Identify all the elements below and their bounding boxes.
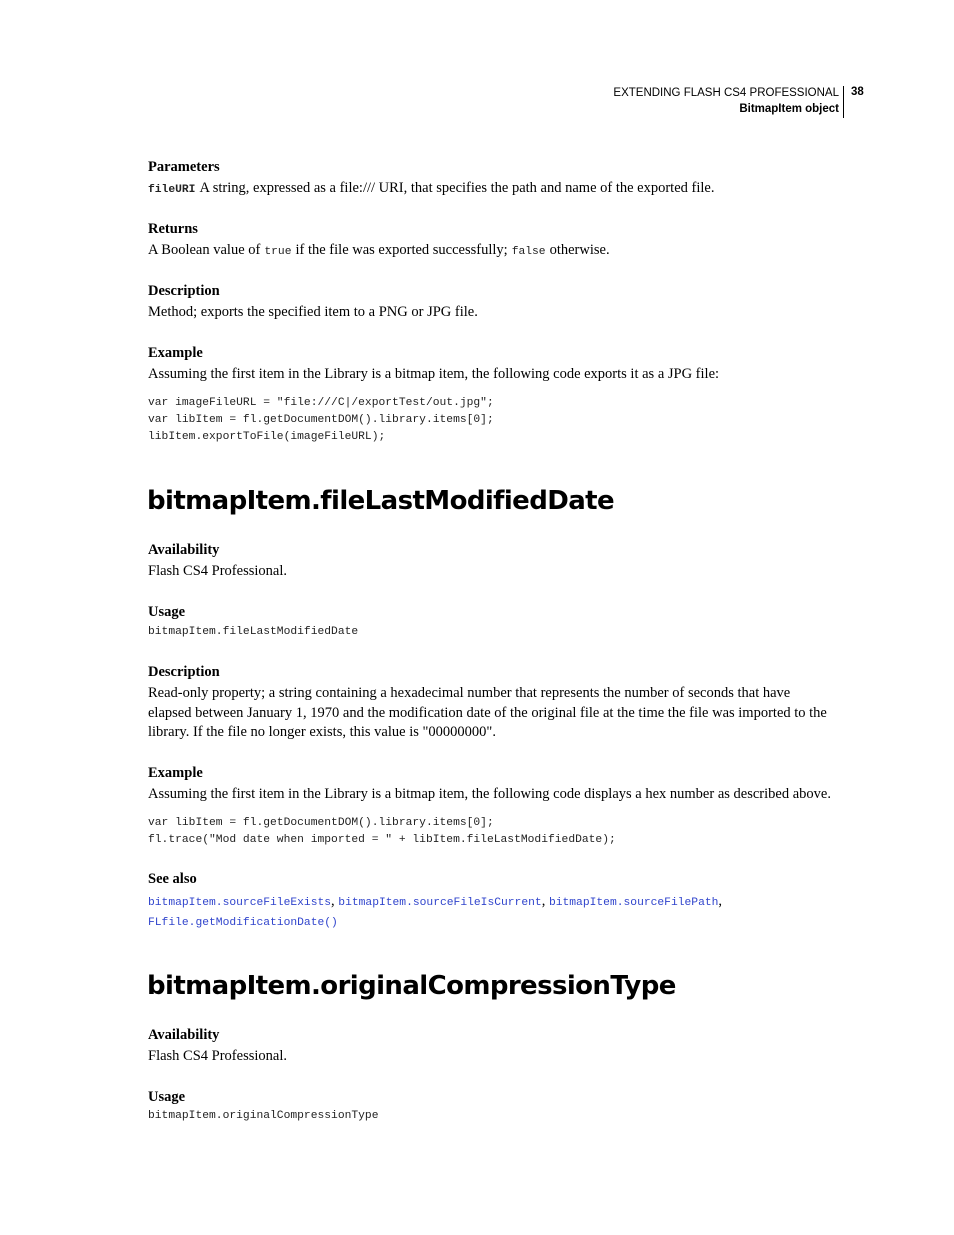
returns-true: true [264,246,292,258]
usage-code: bitmapItem.originalCompressionType [148,1110,379,1122]
separator: , [331,893,339,909]
separator: , [718,893,723,909]
returns-heading: Returns [148,221,198,237]
usage-heading: Usage [148,1089,186,1105]
returns-text-a: A Boolean value of [148,242,261,258]
separator: , [541,893,549,909]
link-source-file-path[interactable]: bitmapItem.sourceFilePath [548,897,719,909]
description-line: library. If the file no longer exists, this value is "00000000". [148,724,496,740]
header-divider [843,86,844,118]
running-header-section: BitmapItem object [739,103,839,115]
link-source-file-exists[interactable]: bitmapItem.sourceFileExists [148,897,332,909]
see-also-heading: See also [148,871,197,887]
description-text: Method; exports the specified item to a PNG or JPG file. [148,304,478,320]
description-line: Read-only property; a string containing a hexadecimal number that represents the number of seconds that have [148,685,791,701]
usage-code: bitmapItem.fileLastModifiedDate [148,626,359,638]
see-also-links [148,892,722,910]
returns-text-b: if the file was exported successfully; [295,242,508,258]
code-block: var imageFileURL = "file:///C|/exportTest/out.jpg"; var libItem = fl.getDocumentDOM().library.items[0]; libItem.exportToFile(imageFileURL); [148,397,494,443]
section-title: bitmapItem.originalCompressionType [147,971,676,1001]
example-heading: Example [148,345,203,361]
parameter-row [148,179,714,199]
description-line: elapsed between January 1, 1970 and the modification date of the original file at the time the file was imported to the [148,705,827,721]
example-text: Assuming the first item in the Library is a bitmap item, the following code displays a hex number as described above. [148,786,831,802]
page-number: 38 [851,86,864,98]
availability-text: Flash CS4 Professional. [148,1048,287,1064]
returns-false: false [511,246,546,258]
param-description: A string, expressed as a file:/// URI, that specifies the path and name of the exported file. [199,180,715,196]
link-source-file-is-current[interactable]: bitmapItem.sourceFileIsCurrent [338,897,542,909]
parameters-heading: Parameters [148,159,220,175]
returns-text-c: otherwise. [549,242,610,258]
usage-heading: Usage [148,604,186,620]
link-get-modification-date[interactable]: FLfile.getModificationDate() [148,917,338,929]
description-heading: Description [148,283,220,299]
availability-heading: Availability [148,1027,220,1043]
availability-heading: Availability [148,542,220,558]
description-heading: Description [148,664,220,680]
running-header-title: EXTENDING FLASH CS4 PROFESSIONAL [613,87,839,99]
param-name: fileURI [148,184,196,196]
code-block: var libItem = fl.getDocumentDOM().library.items[0]; fl.trace("Mod date when imported = " + libItem.fileLastModifiedDate); [148,817,616,846]
example-text: Assuming the first item in the Library is a bitmap item, the following code exports it as a JPG file: [148,366,720,382]
see-also-links-line2 [148,912,338,930]
availability-text: Flash CS4 Professional. [148,563,287,579]
example-heading: Example [148,765,203,781]
returns-text [148,241,610,261]
section-title: bitmapItem.fileLastModifiedDate [147,486,615,516]
